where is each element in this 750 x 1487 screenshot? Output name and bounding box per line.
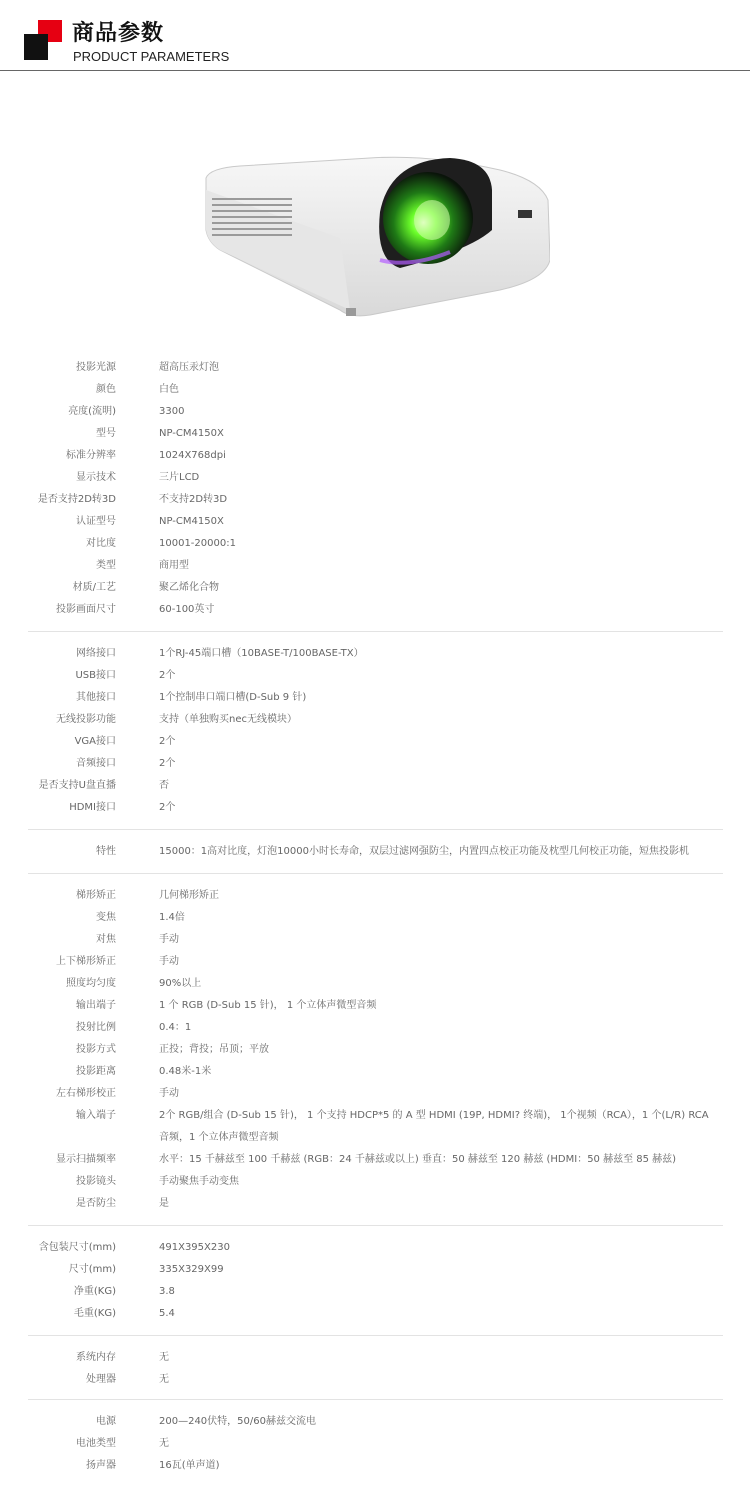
spec-label: 其他接口 — [76, 692, 116, 703]
group-divider — [28, 873, 723, 874]
spec-value: 200—240伏特，50/60赫兹交流电 — [159, 1416, 316, 1427]
spec-label: 型号 — [96, 428, 116, 439]
spec-label: 是否支持2D转3D — [37, 494, 116, 505]
spec-label: 电池类型 — [76, 1438, 116, 1449]
spec-label: 音频接口 — [76, 758, 116, 769]
spec-value: 335X329X99 — [159, 1264, 224, 1275]
spec-label: 变焦 — [96, 912, 116, 923]
spec-value: 聚乙烯化合物 — [159, 582, 219, 593]
spec-label: 含包装尺寸(mm) — [38, 1242, 116, 1253]
spec-value: 商用型 — [159, 560, 189, 571]
spec-label: 网络接口 — [76, 648, 116, 659]
spec-value: 1024X768dpi — [159, 450, 226, 461]
spec-value: 2个 — [159, 802, 176, 813]
section-title: 商品参数 — [72, 21, 165, 46]
spec-value: 超高压汞灯泡 — [159, 362, 219, 373]
spec-value: 三片LCD — [159, 472, 200, 483]
spec-value: 手动 — [159, 956, 179, 967]
spec-value: 491X395X230 — [159, 1242, 230, 1253]
spec-value: 是 — [159, 1198, 169, 1209]
spec-label: 尺寸(mm) — [68, 1264, 116, 1275]
logo-black-square — [24, 34, 48, 60]
page-header — [0, 0, 750, 71]
spec-label: 是否支持U盘直播 — [38, 780, 116, 791]
spec-value: 15000：1高对比度，灯泡10000小时长寿命，双层过滤网强防尘，内置四点校正功能及枕型几何校正功能，短焦投影机 — [159, 846, 689, 857]
spec-label: 梯形矫正 — [76, 890, 116, 901]
spec-value: 0.48米-1米 — [159, 1066, 212, 1077]
spec-label: USB接口 — [75, 670, 116, 681]
spec-label: 对比度 — [86, 538, 116, 549]
spec-label: 是否防尘 — [76, 1198, 116, 1209]
spec-value: 不支持2D转3D — [159, 494, 228, 505]
spec-value: 手动聚焦手动变焦 — [159, 1176, 239, 1187]
spec-value: 无 — [159, 1438, 169, 1449]
spec-label: 输入端子 — [76, 1110, 116, 1121]
spec-value: 5.4 — [159, 1308, 175, 1319]
spec-value: 否 — [159, 780, 169, 791]
spec-value: 无 — [159, 1352, 169, 1363]
spec-value: 手动 — [159, 1088, 179, 1099]
spec-label: HDMI接口 — [69, 802, 116, 813]
spec-value: 0.4：1 — [159, 1022, 192, 1033]
group-divider — [28, 631, 723, 632]
spec-label: 上下梯形矫正 — [56, 956, 116, 967]
spec-label: 亮度(流明) — [68, 406, 116, 417]
spec-value: 1 个 RGB (D-Sub 15 针)， 1 个立体声微型音频 — [159, 1000, 377, 1011]
spec-value: 1个控制串口端口槽(D-Sub 9 针) — [159, 692, 307, 703]
group-divider — [28, 1335, 723, 1336]
spec-label: 左右梯形校正 — [56, 1088, 116, 1099]
projector-illustration — [200, 150, 550, 320]
spec-value: 1.4倍 — [159, 912, 185, 923]
spec-value: NP-CM4150X — [159, 428, 224, 439]
spec-label: 投射比例 — [76, 1022, 116, 1033]
spec-value: 几何梯形矫正 — [159, 890, 219, 901]
section-subtitle: PRODUCT PARAMETERS — [73, 49, 230, 64]
spec-label: 扬声器 — [86, 1460, 116, 1471]
spec-value: 90%以上 — [159, 978, 202, 989]
spec-label: 投影距离 — [76, 1066, 116, 1077]
spec-label: 对焦 — [96, 934, 116, 945]
spec-label: 材质/工艺 — [72, 582, 116, 593]
spec-label: 类型 — [96, 560, 116, 571]
spec-label: 投影光源 — [76, 362, 116, 373]
header-divider — [0, 70, 750, 71]
spec-value: 3300 — [159, 406, 185, 417]
spec-value: 无 — [159, 1374, 169, 1385]
spec-label: 系统内存 — [76, 1352, 116, 1363]
spec-value: 2个 RGB/组合 (D-Sub 15 针)， 1 个支持 HDCP*5 的 A 型 HDMI (19P, HDMI? 终端)， 1个视频（RCA），1 个(L/R) RCA 音频，1 个立体声微型音频 — [159, 1110, 709, 1143]
group-divider — [28, 1399, 723, 1400]
spec-label: 投影方式 — [76, 1044, 116, 1055]
spec-value: 2个 — [159, 670, 176, 681]
spec-label: 认证型号 — [76, 516, 116, 527]
spec-label: 投影镜头 — [76, 1176, 116, 1187]
spec-label: 投影画面尺寸 — [56, 604, 116, 615]
spec-value: 60-100英寸 — [159, 604, 215, 615]
spec-label: 颜色 — [96, 384, 116, 395]
spec-label: 特性 — [96, 846, 116, 857]
spec-value: 10001-20000:1 — [159, 538, 236, 549]
product-image — [200, 150, 550, 320]
spec-label: 输出端子 — [76, 1000, 116, 1011]
brand-logo-icon — [24, 20, 68, 60]
spec-label: 显示技术 — [76, 472, 116, 483]
spec-label: 无线投影功能 — [56, 714, 116, 725]
spec-label: 毛重(KG) — [73, 1308, 116, 1319]
group-divider — [28, 829, 723, 830]
spec-label: 照度均匀度 — [66, 978, 116, 989]
spec-label: 处理器 — [86, 1374, 116, 1385]
spec-value: NP-CM4150X — [159, 516, 224, 527]
spec-label: 显示扫描频率 — [56, 1154, 116, 1165]
spec-value: 支持（单独购买nec无线模块） — [159, 714, 297, 725]
spec-value: 2个 — [159, 736, 176, 747]
spec-value: 3.8 — [159, 1286, 175, 1297]
spec-label: 净重(KG) — [73, 1286, 116, 1297]
spec-label: 电源 — [96, 1416, 116, 1427]
spec-value: 16瓦(单声道) — [159, 1460, 220, 1471]
spec-label: 标准分辨率 — [66, 450, 116, 461]
spec-value: 白色 — [159, 384, 179, 395]
spec-value: 手动 — [159, 934, 179, 945]
spec-label: VGA接口 — [74, 736, 116, 747]
spec-value: 水平：15 千赫兹至 100 千赫兹 (RGB：24 千赫兹或以上) 垂直：50 赫兹至 120 赫兹 (HDMI：50 赫兹至 85 赫兹) — [159, 1154, 677, 1165]
spec-value: 1个RJ-45端口槽（10BASE-T/100BASE-TX） — [159, 648, 364, 659]
spec-value: 正投；背投；吊顶；平放 — [159, 1044, 269, 1055]
group-divider — [28, 1225, 723, 1226]
spec-value: 2个 — [159, 758, 176, 769]
